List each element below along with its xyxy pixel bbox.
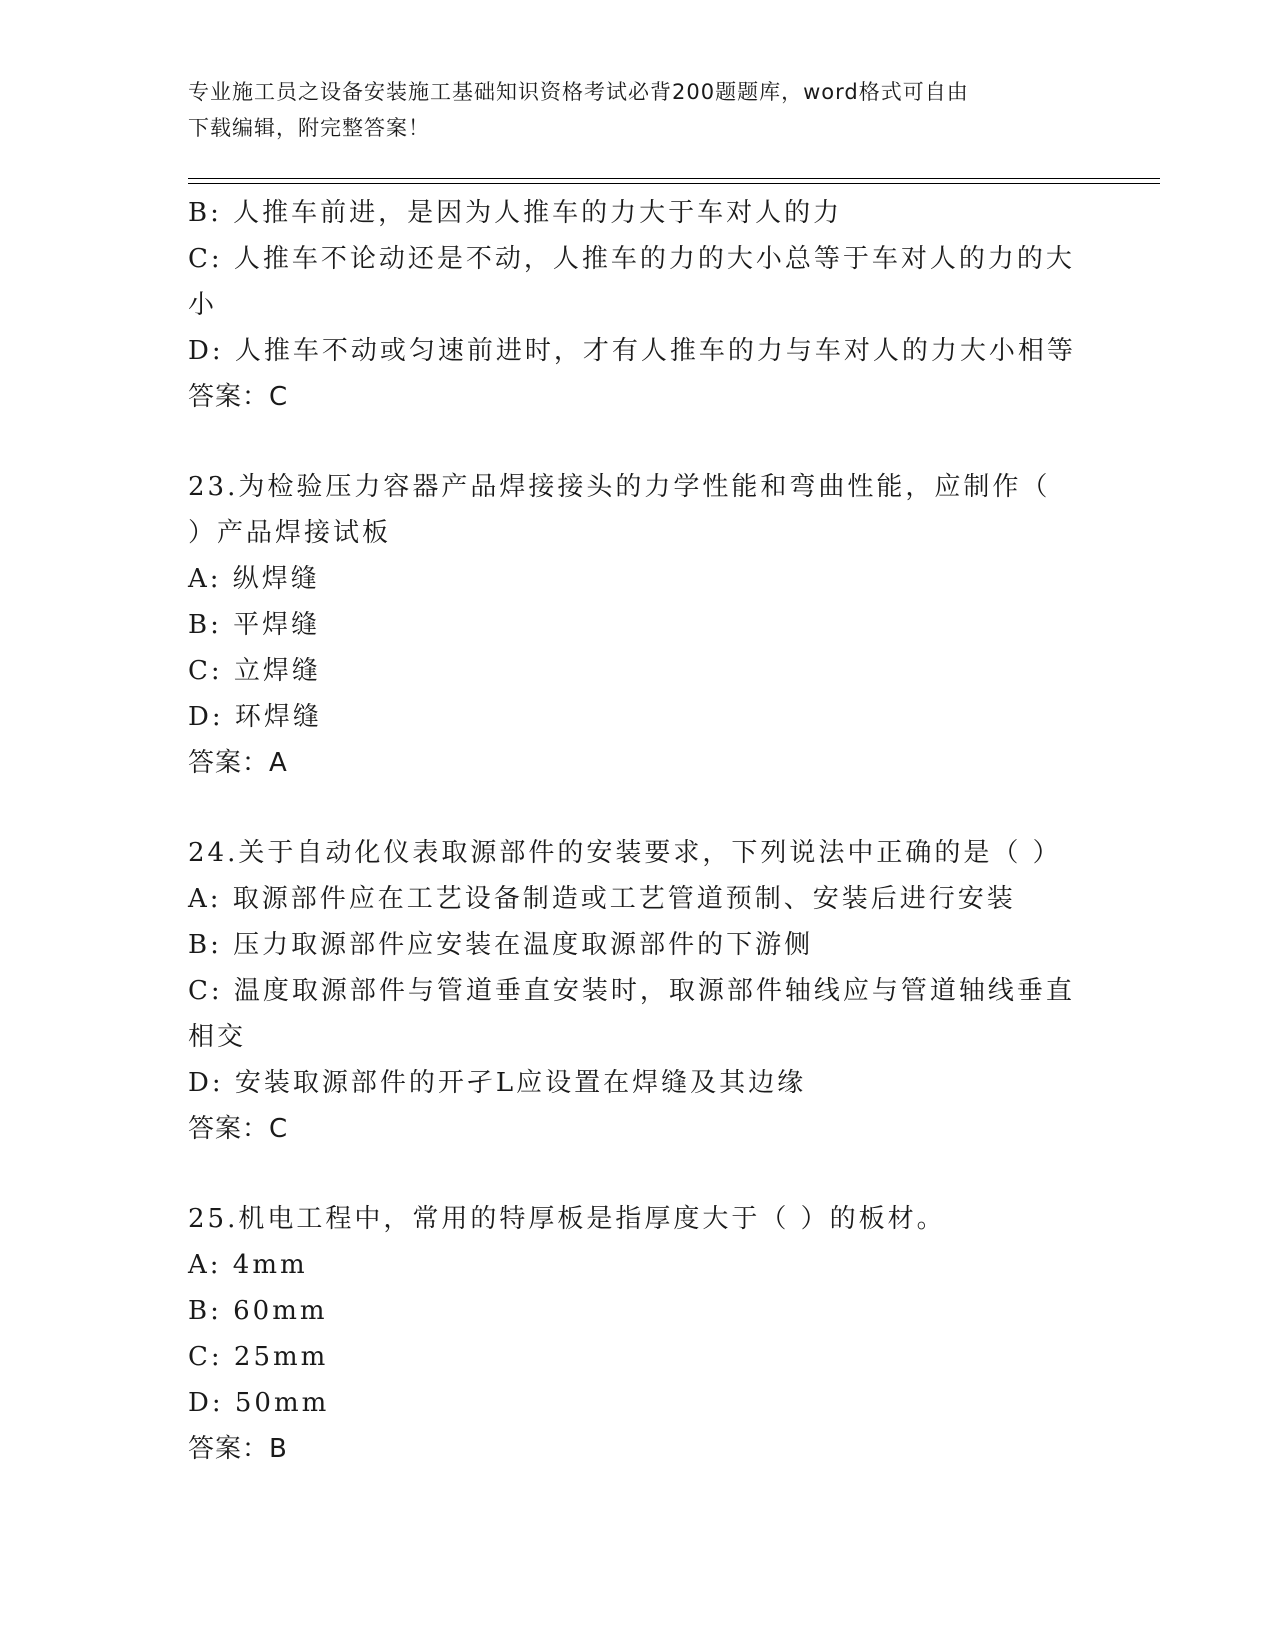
question-list [188, 190, 1088, 1472]
answer: 答案：B [188, 1434, 288, 1464]
option-b: B: 人推车前进，是因为人推车的力大于车对人的力 [188, 198, 843, 228]
header-line-1: 专业施工员之设备安装施工基础知识资格考试必背200题题库，word格式可自由 [188, 80, 969, 104]
question-22 [188, 190, 1088, 420]
spacer [188, 420, 1088, 464]
option-c-line-1: C: 温度取源部件与管道垂直安装时，取源部件轴线应与管道轴线垂直 [188, 976, 1075, 1006]
answer: 答案：C [188, 1114, 289, 1144]
question-stem-line-1: 23.为检验压力容器产品焊接接头的力学性能和弯曲性能，应制作（ [188, 472, 1051, 502]
question-24 [188, 830, 1088, 1152]
option-c-line-2: 相交 [188, 1022, 247, 1052]
spacer [188, 786, 1088, 830]
header-divider-top [188, 178, 1160, 179]
option-c: C: 25mm [188, 1342, 329, 1372]
option-c: C: 立焊缝 [188, 656, 321, 686]
spacer [188, 1152, 1088, 1196]
option-c-line-1: C: 人推车不论动还是不动，人推车的力的大小总等于车对人的力的大 [188, 244, 1075, 274]
option-a: A: 4mm [188, 1250, 308, 1280]
option-c-line-2: 小 [188, 290, 218, 320]
question-stem: 24.关于自动化仪表取源部件的安装要求，下列说法中正确的是（ ） [188, 838, 1062, 868]
option-b: B: 平焊缝 [188, 610, 321, 640]
header-line-2: 下载编辑，附完整答案！ [188, 116, 430, 140]
answer: 答案：A [188, 748, 288, 778]
question-23 [188, 464, 1088, 786]
answer: 答案：C [188, 382, 289, 412]
question-stem-line-2: ）产品焊接试板 [188, 518, 392, 548]
question-25 [188, 1196, 1088, 1472]
option-a: A: 取源部件应在工艺设备制造或工艺管道预制、安装后进行安装 [188, 884, 1016, 914]
question-stem: 25.机电工程中，常用的特厚板是指厚度大于（ ）的板材。 [188, 1204, 946, 1234]
option-a: A: 纵焊缝 [188, 564, 320, 594]
option-d: D: 人推车不动或匀速前进时，才有人推车的力与车对人的力大小相等 [188, 336, 1076, 366]
option-d: D: 安装取源部件的开孑L应设置在焊缝及其边缘 [188, 1068, 807, 1098]
option-b: B: 压力取源部件应安装在温度取源部件的下游侧 [188, 930, 814, 960]
option-d: D: 环焊缝 [188, 702, 322, 732]
option-b: B: 60mm [188, 1296, 328, 1326]
document-header [188, 74, 1088, 146]
header-divider-bottom [188, 183, 1160, 184]
option-d: D: 50mm [188, 1388, 330, 1418]
